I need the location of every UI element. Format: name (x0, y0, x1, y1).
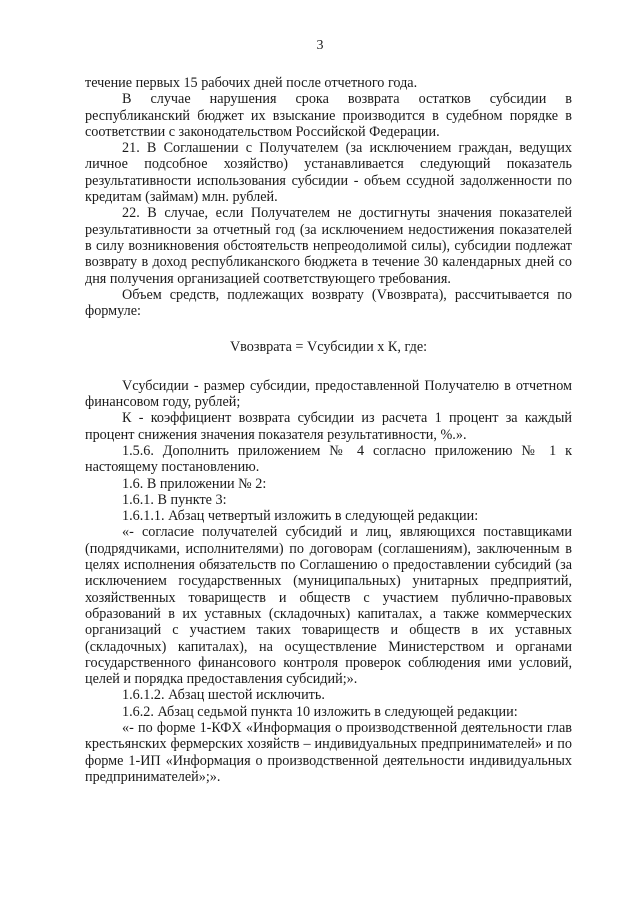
paragraph-10: 1.6. В приложении № 2: (122, 475, 267, 492)
paragraph-1: течение первых 15 рабочих дней после отчетного года. (85, 75, 418, 91)
paragraph-13: «- согласие получателей субсидий и лиц, являющихся поставщиками (подрядчиками, исполнителями) по договорам (соглашениям), заключенным в целях исполнения обязательств по Соглашению о предоставлении субсидий (за исключением государственных (муниципальных) унитарных предприятий, хозяйственных товариществ и обществ с участием публично-правовых образований в их уставных (складочных) капиталах, а также коммерческих организаций с участием таких товариществ и обществ в их уставных (складочных) капиталах), на осуществление Министерством и органами государственного финансового контроля проверок соблюдения ими условий, целей и порядка предоставления субсидий;». (85, 524, 572, 688)
formula: Vвозврата = Vсубсидии x К, где: (229, 339, 428, 356)
paragraph-16: «- по форме 1-КФХ «Информация о производственной деятельности глав крестьянских фермерских хозяйств – индивидуальных предпринимателей» и по форме 1-ИП «Информация о производственной деятельности индивидуальных предпринимателей»;». (85, 719, 572, 785)
page-number: 3 (316, 38, 324, 53)
paragraph-8: К - коэффициент возврата субсидии из расчета 1 процент за каждый процент снижения значения показателя результативности, %.». (85, 410, 572, 443)
paragraph-3: 21. В Соглашении с Получателем (за исключением граждан, ведущих личное подсобное хозяйство) устанавливается следующий показатель результативности использования субсидии - объем ссудной задолженности по кредитам (займам) млн. рублей. (85, 140, 572, 206)
paragraph-4: 22. В случае, если Получателем не достигнуты значения показателей результативности за отчетный год (за исключением недостижения показателей в силу возникновения обстоятельств непреодолимой силы), субсидии подлежат возврату в доход республиканского бюджета в течение 30 календарных дней со дня получения организацией соответствующего требования. (85, 205, 572, 287)
paragraph-5: Объем средств, подлежащих возврату (Vвозврата), рассчитывается по формуле: (85, 286, 572, 320)
paragraph-2: В случае нарушения срока возврата остатков субсидии в республиканский бюджет их взыскание производится в судебном порядке в соответствии с законодательством Российской Федерации. (85, 91, 572, 140)
paragraph-7: Vсубсидии - размер субсидии, предоставленной Получателю в отчетном финансовом году, рублей; (85, 377, 572, 411)
paragraph-14: 1.6.1.2. Абзац шестой исключить. (122, 687, 325, 704)
paragraph-15: 1.6.2. Абзац седьмой пункта 10 изложить в следующей редакции: (122, 703, 518, 720)
paragraph-11: 1.6.1. В пункте 3: (122, 491, 227, 508)
document-body (85, 75, 572, 785)
paragraph-9: 1.5.6. Дополнить приложением № 4 согласно приложению № 1 к настоящему постановлению. (85, 442, 572, 476)
paragraph-12: 1.6.1.1. Абзац четвертый изложить в следующей редакции: (122, 508, 479, 525)
